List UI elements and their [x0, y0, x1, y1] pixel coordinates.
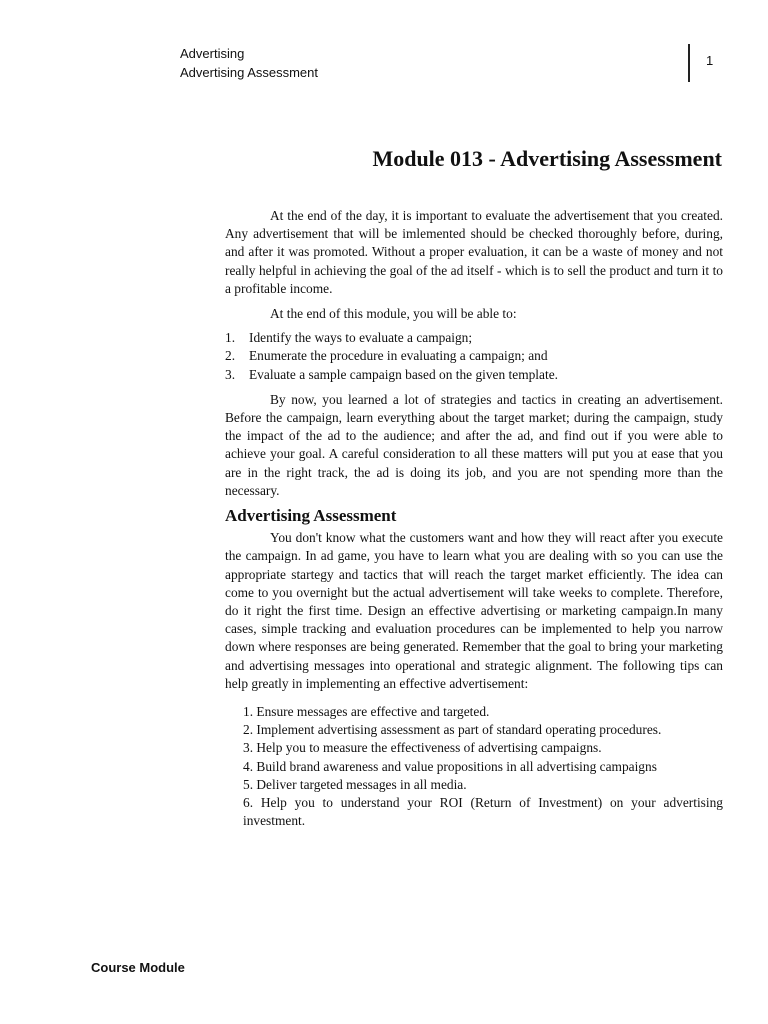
list-item: 6. Help you to understand your ROI (Return of Investment) on your advertising investment. — [243, 795, 723, 829]
objectives-list — [225, 329, 723, 384]
list-item: 5. Deliver targeted messages in all media. — [243, 776, 467, 792]
list-item — [225, 366, 723, 384]
list-item-number: 3. — [225, 366, 236, 382]
page-title: Module 013 - Advertising Assessment — [372, 146, 722, 171]
list-item: 1. Ensure messages are effective and targeted. — [243, 704, 490, 720]
list-item — [225, 347, 723, 365]
list-item-text: Enumerate the procedure in evaluating a campaign; and — [249, 348, 548, 364]
list-item — [225, 329, 723, 347]
objectives-lead: At the end of this module, you will be able to: — [270, 306, 517, 322]
document-body — [225, 207, 723, 831]
list-item-number: 1. — [225, 330, 236, 346]
context-paragraph: By now, you learned a lot of strategies and tactics in creating an advertisement. Before the campaign, learn everything about the target market; during the campaign, study the impact of the ad to the audience; and after the ad, and find out if you were able to achieve your goal. A careful consideration to all these matters will put you at ease that you are in the right track, the ad is doing its job, and you are not spending more than the necessary. — [225, 391, 723, 498]
header-course: Advertising — [180, 46, 245, 61]
intro-paragraph: At the end of the day, it is important to evaluate the advertisement that you created. Any advertisement that will be imlemented should be checked thoroughly before, during, and after it was promoted. Without a proper evaluation, it can be a waste of money and not really helpful in achieving the goal of the ad itself - which is to sell the product and turn it to a profitable income. — [225, 208, 723, 296]
list-item: 2. Implement advertising assessment as part of standard operating procedures. — [243, 722, 662, 738]
section-paragraph: You don't know what the customers want and how they will react after you execute the campaign. In ad game, you have to learn what you are dealing with so you can use the appropriate startegy and tactics that will reach the target market efficiently. The idea can come to you overnight but the actual advertisement will take weeks to complete. Therefore, do it right the first time. Design an effective advertising or marketing campaign.In many cases, simple tracking and evaluation procedures can be implemented to help you narrow down where responses are being generated. Remember that the goal to bring your marketing and advertising messages into operational and strategic alignment. The following tips can help greatly in implementing an effective advertisement: — [225, 530, 723, 691]
header-module: Advertising Assessment — [180, 65, 319, 80]
page-number: 1 — [706, 53, 714, 68]
running-header — [180, 44, 318, 82]
list-item: 3. Help you to measure the effectiveness of advertising campaigns. — [243, 740, 602, 756]
list-item: 4. Build brand awareness and value propositions in all advertising campaigns — [243, 758, 657, 774]
tips-list — [243, 703, 723, 830]
list-item-text: Evaluate a sample campaign based on the given template. — [249, 366, 558, 382]
page-footer: Course Module — [91, 960, 185, 975]
header-divider — [688, 44, 690, 82]
list-item-text: Identify the ways to evaluate a campaign; — [249, 330, 473, 346]
section-heading: Advertising Assessment — [225, 506, 397, 526]
list-item-number: 2. — [225, 348, 236, 364]
